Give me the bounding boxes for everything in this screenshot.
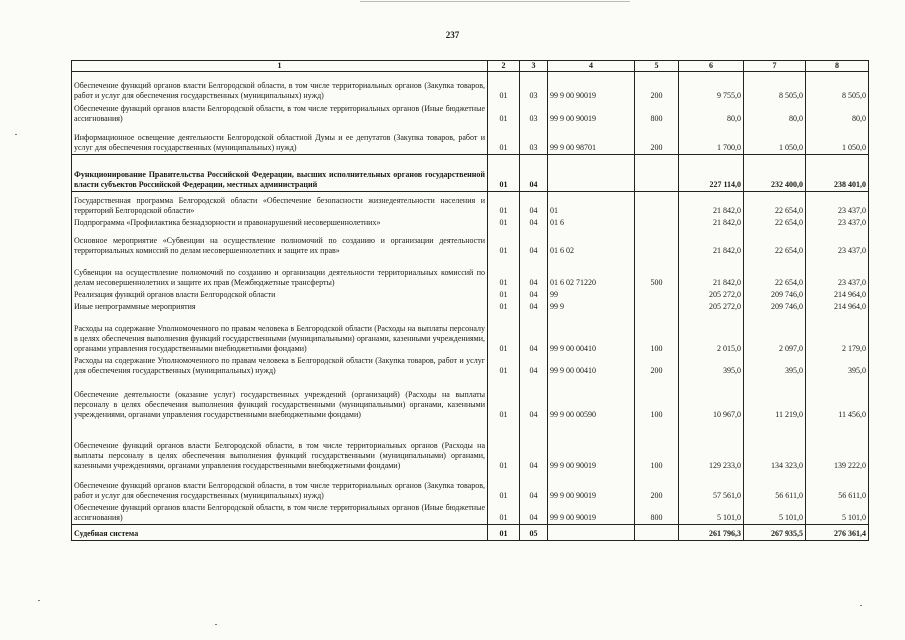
table-row <box>72 257 869 289</box>
row-cell-expense-type <box>635 217 679 229</box>
budget-table <box>71 60 869 541</box>
table-row <box>72 217 869 229</box>
row-cell-amount-year1: 205 272,0 <box>679 301 744 313</box>
row-name: Государственная программа Белгородской области «Обеспечение безопасности жизнедеятельности населения и территорий Белгородской области» <box>72 192 488 217</box>
row-cell-section: 01 <box>488 155 520 192</box>
row-cell-expense-type <box>635 289 679 301</box>
row-cell-amount-year3: 23 437,0 <box>806 217 869 229</box>
column-number: 6 <box>679 61 744 72</box>
row-name: Обеспечение деятельности (оказание услуг) государственных учреждений (организаций) (Расходы на выплаты персоналу в целях обеспечения выполнения функций государственными (муниципальными) органами, казенными учреждениями, органами управления государственными внебюджетными фондами) <box>72 377 488 421</box>
row-name: Информационное освещение деятельности Белгородской областной Думы и ее депутатов (Закупка товаров, работ и услуг для обеспечения государственных (муниципальных) нужд) <box>72 125 488 155</box>
row-cell-expense-type: 100 <box>635 313 679 355</box>
table-row <box>72 377 869 421</box>
column-number: 8 <box>806 61 869 72</box>
row-cell-amount-year3: 23 437,0 <box>806 192 869 217</box>
table-row <box>72 125 869 155</box>
row-cell-amount-year2: 22 654,0 <box>744 217 806 229</box>
column-number: 5 <box>635 61 679 72</box>
row-name: Подпрограмма «Профилактика безнадзорности и правонарушений несовершеннолетних» <box>72 217 488 229</box>
row-cell-amount-year1: 1 700,0 <box>679 125 744 155</box>
row-cell-target-code <box>548 525 635 541</box>
row-cell-expense-type: 200 <box>635 72 679 102</box>
row-cell-section: 01 <box>488 257 520 289</box>
row-cell-expense-type <box>635 155 679 192</box>
column-number: 7 <box>744 61 806 72</box>
column-number-row <box>72 61 869 72</box>
row-cell-amount-year2: 232 400,0 <box>744 155 806 192</box>
row-cell-subsection: 03 <box>520 102 548 125</box>
row-cell-amount-year3: 56 611,0 <box>806 472 869 502</box>
row-cell-amount-year3: 214 964,0 <box>806 301 869 313</box>
row-cell-amount-year1: 129 233,0 <box>679 421 744 472</box>
row-cell-amount-year1: 5 101,0 <box>679 502 744 525</box>
row-cell-amount-year2: 5 101,0 <box>744 502 806 525</box>
row-cell-section: 01 <box>488 355 520 377</box>
row-name: Основное мероприятие «Субвенции на осуществление полномочий по созданию и организации деятельности территориальных комиссий по делам несовершеннолетних и защите их прав» <box>72 229 488 257</box>
row-cell-amount-year2: 209 746,0 <box>744 301 806 313</box>
row-cell-amount-year3: 214 964,0 <box>806 289 869 301</box>
row-name: Реализация функций органов власти Белгородской области <box>72 289 488 301</box>
table-row <box>72 301 869 313</box>
row-cell-target-code: 99 9 00 90019 <box>548 72 635 102</box>
row-cell-amount-year1: 21 842,0 <box>679 217 744 229</box>
row-cell-section: 01 <box>488 192 520 217</box>
table-row <box>72 229 869 257</box>
row-name: Субвенции на осуществление полномочий по созданию и организации деятельности территориальных комиссий по делам несовершеннолетних и защите их прав (Межбюджетные трансферты) <box>72 257 488 289</box>
row-cell-amount-year3: 276 361,4 <box>806 525 869 541</box>
row-cell-section: 01 <box>488 229 520 257</box>
row-cell-amount-year1: 395,0 <box>679 355 744 377</box>
row-cell-section: 01 <box>488 421 520 472</box>
scan-top-rule <box>360 1 630 2</box>
column-number: 2 <box>488 61 520 72</box>
row-cell-subsection: 04 <box>520 355 548 377</box>
row-cell-amount-year3: 8 505,0 <box>806 72 869 102</box>
scan-speck <box>15 134 17 135</box>
table-row <box>72 472 869 502</box>
row-name: Иные непрограммные мероприятия <box>72 301 488 313</box>
row-cell-subsection: 04 <box>520 155 548 192</box>
row-cell-subsection: 04 <box>520 421 548 472</box>
row-cell-amount-year2: 11 219,0 <box>744 377 806 421</box>
row-cell-subsection: 04 <box>520 192 548 217</box>
row-cell-target-code: 99 9 00 90019 <box>548 472 635 502</box>
row-cell-amount-year2: 22 654,0 <box>744 192 806 217</box>
row-name: Обеспечение функций органов власти Белгородской области, в том числе территориальных органов (Иные бюджетные ассигнования) <box>72 502 488 525</box>
row-cell-expense-type: 800 <box>635 102 679 125</box>
row-cell-amount-year1: 205 272,0 <box>679 289 744 301</box>
row-cell-expense-type: 500 <box>635 257 679 289</box>
row-cell-amount-year1: 21 842,0 <box>679 257 744 289</box>
row-cell-expense-type: 200 <box>635 472 679 502</box>
row-cell-amount-year2: 56 611,0 <box>744 472 806 502</box>
row-cell-amount-year2: 267 935,5 <box>744 525 806 541</box>
row-cell-amount-year3: 1 050,0 <box>806 125 869 155</box>
row-cell-amount-year1: 2 015,0 <box>679 313 744 355</box>
row-cell-amount-year1: 80,0 <box>679 102 744 125</box>
row-cell-amount-year1: 21 842,0 <box>679 192 744 217</box>
row-cell-amount-year3: 23 437,0 <box>806 229 869 257</box>
row-cell-expense-type <box>635 192 679 217</box>
row-cell-amount-year1: 227 114,0 <box>679 155 744 192</box>
row-cell-amount-year2: 22 654,0 <box>744 257 806 289</box>
row-cell-amount-year2: 134 323,0 <box>744 421 806 472</box>
row-cell-amount-year2: 8 505,0 <box>744 72 806 102</box>
row-cell-target-code: 01 6 02 71220 <box>548 257 635 289</box>
row-cell-section: 01 <box>488 301 520 313</box>
table-row <box>72 72 869 102</box>
row-cell-target-code: 01 6 <box>548 217 635 229</box>
row-cell-amount-year2: 209 746,0 <box>744 289 806 301</box>
row-cell-section: 01 <box>488 377 520 421</box>
row-cell-expense-type: 100 <box>635 377 679 421</box>
row-cell-target-code: 01 6 02 <box>548 229 635 257</box>
row-cell-subsection: 04 <box>520 301 548 313</box>
row-name: Судебная система <box>72 525 488 541</box>
row-cell-section: 01 <box>488 289 520 301</box>
row-cell-section: 01 <box>488 472 520 502</box>
row-name: Расходы на содержание Уполномоченного по правам человека в Белгородской области (Расходы на выплаты персоналу в целях обеспечения выполнения функций государственными (муниципальными) органами, казенными учреждениями, органами управления государственными внебюджетными фондами) <box>72 313 488 355</box>
table-row <box>72 355 869 377</box>
row-cell-target-code: 99 9 00 98701 <box>548 125 635 155</box>
row-name: Обеспечение функций органов власти Белгородской области, в том числе территориальных органов (Иные бюджетные ассигнования) <box>72 102 488 125</box>
row-cell-target-code: 99 9 00 00590 <box>548 377 635 421</box>
scan-speck <box>860 605 862 606</box>
row-cell-amount-year3: 2 179,0 <box>806 313 869 355</box>
row-cell-amount-year2: 1 050,0 <box>744 125 806 155</box>
row-cell-amount-year1: 10 967,0 <box>679 377 744 421</box>
row-cell-target-code <box>548 155 635 192</box>
row-name: Функционирование Правительства Российской Федерации, высших исполнительных органов государственной власти субъектов Российской Федерации, местных администраций <box>72 155 488 192</box>
table-row <box>72 421 869 472</box>
row-cell-amount-year1: 9 755,0 <box>679 72 744 102</box>
row-cell-amount-year3: 238 401,0 <box>806 155 869 192</box>
row-cell-subsection: 04 <box>520 289 548 301</box>
row-cell-target-code: 99 9 00 00410 <box>548 313 635 355</box>
row-cell-expense-type <box>635 229 679 257</box>
row-cell-target-code: 99 9 00 90019 <box>548 102 635 125</box>
table-row <box>72 525 869 541</box>
column-number: 1 <box>72 61 488 72</box>
row-cell-target-code: 99 9 00 90019 <box>548 502 635 525</box>
row-cell-target-code: 01 <box>548 192 635 217</box>
row-cell-amount-year3: 80,0 <box>806 102 869 125</box>
table-row <box>72 102 869 125</box>
row-cell-expense-type <box>635 301 679 313</box>
row-cell-amount-year3: 11 456,0 <box>806 377 869 421</box>
scan-speck <box>215 624 217 625</box>
row-cell-expense-type: 200 <box>635 125 679 155</box>
row-cell-section: 01 <box>488 125 520 155</box>
row-cell-amount-year2: 80,0 <box>744 102 806 125</box>
row-cell-amount-year3: 5 101,0 <box>806 502 869 525</box>
row-cell-amount-year2: 2 097,0 <box>744 313 806 355</box>
row-cell-subsection: 04 <box>520 217 548 229</box>
row-cell-subsection: 04 <box>520 257 548 289</box>
row-cell-subsection: 04 <box>520 313 548 355</box>
row-name: Обеспечение функций органов власти Белгородской области, в том числе территориальных органов (Закупка товаров, работ и услуг для обеспечения государственных (муниципальных) нужд) <box>72 72 488 102</box>
row-name: Расходы на содержание Уполномоченного по правам человека в Белгородской области (Закупка товаров, работ и услуг для обеспечения государственных (муниципальных) нужд) <box>72 355 488 377</box>
row-name: Обеспечение функций органов власти Белгородской области, в том числе территориальных органов (Расходы на выплаты персоналу в целях обеспечения выполнения функций государственными (муниципальными) органами, казенными учреждениями, органами управления государственными внебюджетными фондами) <box>72 421 488 472</box>
row-cell-amount-year2: 395,0 <box>744 355 806 377</box>
row-cell-amount-year3: 23 437,0 <box>806 257 869 289</box>
row-cell-amount-year3: 139 222,0 <box>806 421 869 472</box>
page-number: 237 <box>445 30 460 40</box>
row-cell-section: 01 <box>488 313 520 355</box>
row-cell-subsection: 04 <box>520 377 548 421</box>
row-cell-target-code: 99 9 00 00410 <box>548 355 635 377</box>
row-cell-target-code: 99 9 00 90019 <box>548 421 635 472</box>
row-cell-amount-year3: 395,0 <box>806 355 869 377</box>
scan-speck <box>38 600 40 601</box>
row-cell-section: 01 <box>488 217 520 229</box>
row-cell-amount-year2: 22 654,0 <box>744 229 806 257</box>
row-cell-section: 01 <box>488 72 520 102</box>
row-cell-amount-year1: 261 796,3 <box>679 525 744 541</box>
row-cell-target-code: 99 <box>548 289 635 301</box>
row-cell-section: 01 <box>488 502 520 525</box>
row-cell-section: 01 <box>488 525 520 541</box>
row-cell-subsection: 03 <box>520 125 548 155</box>
row-cell-subsection: 04 <box>520 472 548 502</box>
table-row <box>72 192 869 217</box>
row-cell-subsection: 04 <box>520 502 548 525</box>
row-cell-amount-year1: 21 842,0 <box>679 229 744 257</box>
row-name: Обеспечение функций органов власти Белгородской области, в том числе территориальных органов (Закупка товаров, работ и услуг для обеспечения государственных (муниципальных) нужд) <box>72 472 488 502</box>
row-cell-amount-year1: 57 561,0 <box>679 472 744 502</box>
row-cell-expense-type: 800 <box>635 502 679 525</box>
row-cell-expense-type <box>635 525 679 541</box>
row-cell-target-code: 99 9 <box>548 301 635 313</box>
row-cell-expense-type: 100 <box>635 421 679 472</box>
row-cell-subsection: 03 <box>520 72 548 102</box>
row-cell-subsection: 05 <box>520 525 548 541</box>
row-cell-section: 01 <box>488 102 520 125</box>
table-row <box>72 502 869 525</box>
table-row <box>72 313 869 355</box>
column-number: 3 <box>520 61 548 72</box>
row-cell-expense-type: 200 <box>635 355 679 377</box>
table-row <box>72 155 869 192</box>
row-cell-subsection: 04 <box>520 229 548 257</box>
table-row <box>72 289 869 301</box>
column-number: 4 <box>548 61 635 72</box>
